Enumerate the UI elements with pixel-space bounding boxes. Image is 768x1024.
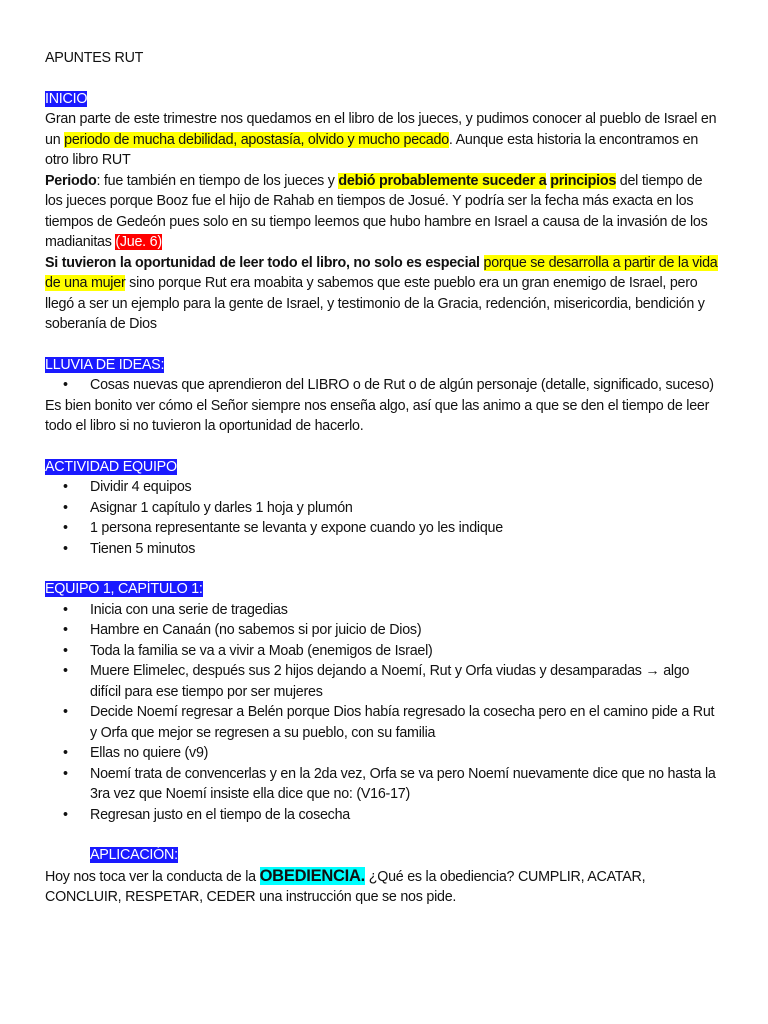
- list-item: • Ellas no quiere (v9): [90, 743, 723, 764]
- list-item: • Asignar 1 capítulo y darles 1 hoja y plumón: [90, 498, 723, 519]
- lluvia-list: [45, 375, 723, 396]
- aplicacion-paragraph: [45, 866, 723, 908]
- list-item: • Cosas nuevas que aprendieron del LIBRO o de Rut o de algún personaje (detalle, significado, suceso): [90, 375, 723, 396]
- inicio-paragraph-3: [45, 253, 723, 335]
- bold-label: Periodo: [45, 172, 97, 189]
- text-run: Hoy nos toca ver la conducta de la: [45, 868, 260, 885]
- section-actividad: [45, 457, 723, 560]
- bold-text: Si tuvieron la oportunidad de leer todo el libro, no solo es especial: [45, 254, 480, 271]
- list-item: • Hambre en Canaán (no sabemos si por juicio de Dios): [90, 620, 723, 641]
- list-item: • Regresan justo en el tiempo de la cosecha: [90, 805, 723, 826]
- highlight-yellow: periodo de mucha debilidad, apostasía, olvido y mucho pecado: [64, 131, 449, 148]
- list-item: • Inicia con una serie de tragedias: [90, 600, 723, 621]
- equipo1-list: [45, 600, 723, 826]
- inicio-paragraph-2: [45, 171, 723, 253]
- list-item: • Tienen 5 minutos: [90, 539, 723, 560]
- list-item: • 1 persona representante se levanta y expone cuando yo les indique: [90, 518, 723, 539]
- section-equipo1: [45, 579, 723, 825]
- section-heading-inicio: INICIO: [45, 90, 88, 107]
- inicio-paragraph-1: [45, 109, 723, 171]
- section-heading-actividad: ACTIVIDAD EQUIPO: [45, 458, 177, 475]
- document-page: [45, 48, 723, 908]
- section-heading-lluvia: LLUVIA DE IDEAS:: [45, 356, 165, 373]
- text-run: Gran parte de este trimestre nos quedamos en el libro de los jueces, y pudimos conocer al pueblo de Israel en un: [45, 111, 717, 148]
- highlight-yellow: porque se desarrolla a partir de la vida de una mujer: [45, 254, 718, 291]
- highlight-red-reference: (Jue. 6): [115, 234, 162, 250]
- list-item: • Toda la familia se va a vivir a Moab (enemigos de Israel): [90, 641, 723, 662]
- list-item: • Decide Noemí regresar a Belén porque Dios había regresado la cosecha pero en el camino pide a Rut y Orfa que mejor se regresen a su pueblo, con su familia: [90, 702, 723, 743]
- text-run: . Aunque esta historia la encontramos en otro libro RUT: [45, 131, 699, 168]
- highlight-cyan: OBEDIENCIA.: [259, 866, 366, 885]
- actividad-list: [45, 477, 723, 559]
- highlight-yellow: debió probablemente suceder a: [338, 172, 547, 189]
- text-run: ¿Qué es la obediencia? CUMPLIR, ACATAR, CONCLUIR, RESPETAR, CEDER una instrucción que se nos pide.: [45, 868, 646, 905]
- section-lluvia: [45, 355, 723, 437]
- text-run: [480, 255, 484, 271]
- text-run: del tiempo de los jueces porque Booz fue el hijo de Rahab en tiempos de Josué. Y podría ser la fecha más exacta en los tiempos de Gedeón pues solo en su tiempo leemos que hubo hambre en Israel a causa de la invasión de los madianitas: [45, 172, 708, 250]
- document-title: APUNTES RUT: [45, 50, 144, 66]
- lluvia-paragraph: Es bien bonito ver cómo el Señor siempre nos enseña algo, así que las animo a que se den el tiempo de leer todo el libro si no tuvieron la oportunidad de hacerlo.: [45, 397, 710, 434]
- text-run: : fue también en tiempo de los jueces y: [96, 172, 339, 189]
- section-heading-aplicacion: APLICACIÓN:: [90, 847, 178, 863]
- text-run: sino porque Rut era moabita y sabemos que este pueblo era un gran enemigo de Israel, pero llegó a ser un ejemplo para la gente de Israel, y testimonio de la Gracia, redención, misericordia, bendición y soberanía de Dios: [45, 275, 705, 332]
- section-inicio: [45, 89, 723, 335]
- list-item: • Dividir 4 equipos: [90, 477, 723, 498]
- list-item: • Noemí trata de convencerlas y en la 2da vez, Orfa se va pero Noemí nuevamente dice que no hasta la 3ra vez que Noemí insiste ella dice que no: (V16-17): [90, 764, 723, 805]
- list-item: • Muere Elimelec, después sus 2 hijos dejando a Noemí, Rut y Orfa viudas y desamparadas → algo difícil para ese tiempo por ser mujeres: [90, 661, 723, 702]
- section-heading-equipo1: EQUIPO 1, CAPÍTULO 1:: [45, 581, 203, 597]
- highlight-yellow: principios: [550, 172, 617, 189]
- section-aplicacion: [45, 845, 723, 908]
